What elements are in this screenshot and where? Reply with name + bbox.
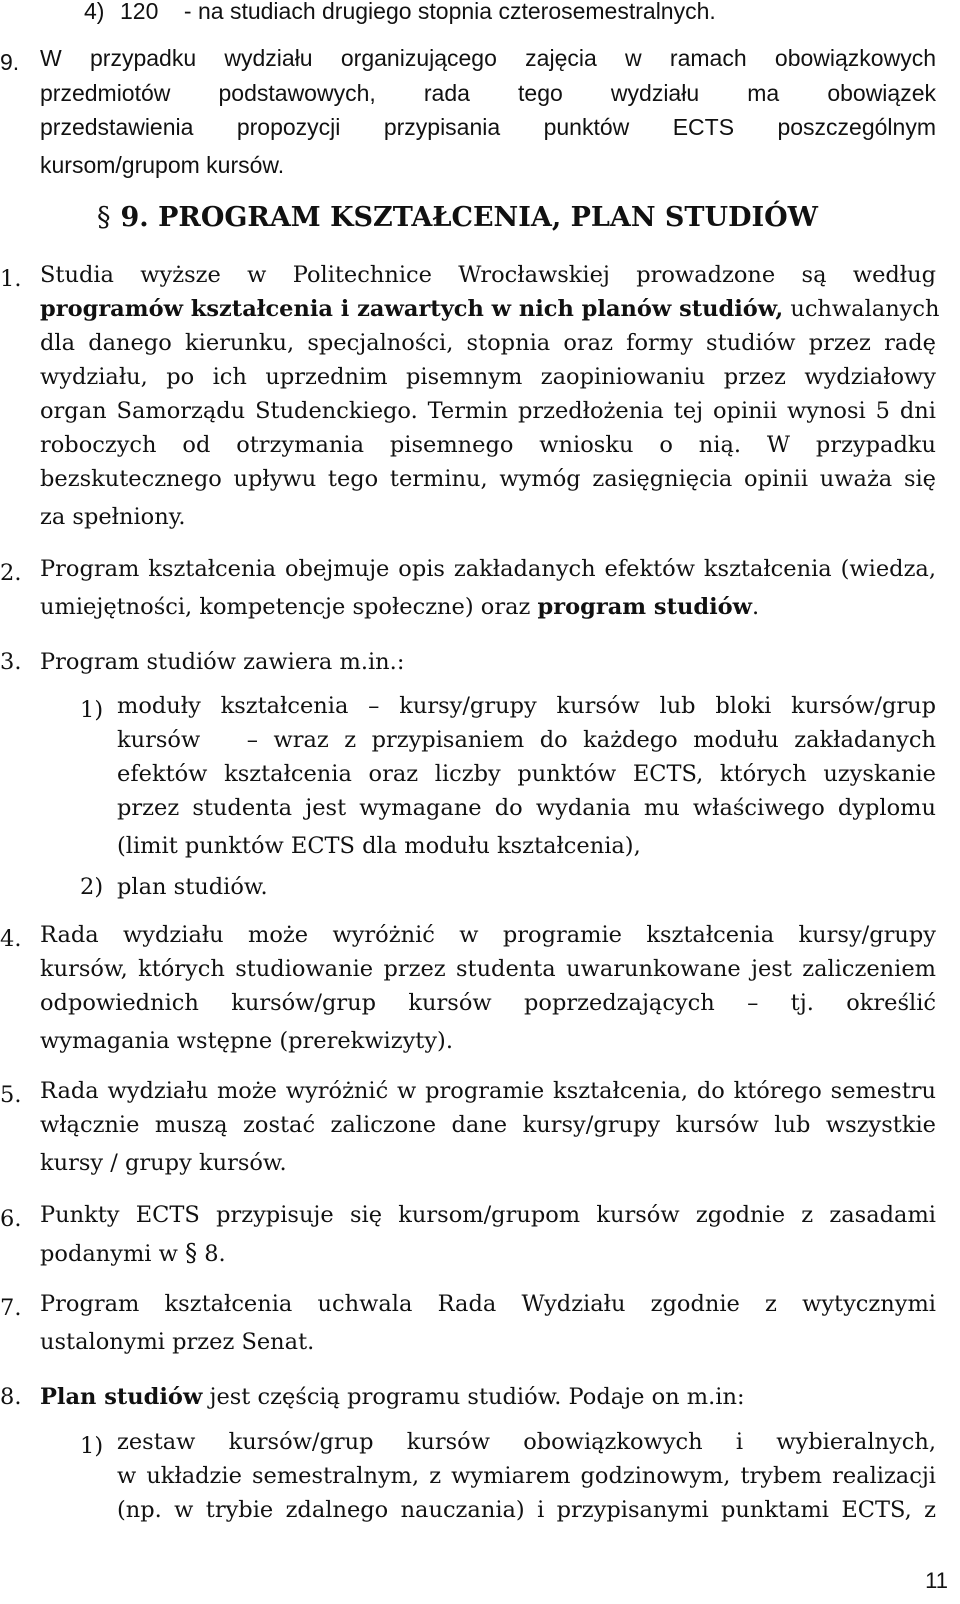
sublist-line: przez studenta jest wymagane do wydania mu właściwego dyplomu [117,795,936,821]
point-number: 1. [0,266,22,292]
paragraph-line: kursom/grupom kursów. [40,152,285,178]
sublist-line: (np. w trybie zdalnego nauczania) i przypisanymi punktami ECTS, z [117,1497,936,1523]
section-heading [97,202,818,233]
sublist-line: w układzie semestralnym, z wymiarem godzinowym, trybem realizacji [117,1463,936,1489]
point-number: 5. [0,1082,22,1108]
sublist-line: moduły kształcenia – kursy/grupy kursów lub bloki kursów/grup [117,693,936,719]
paragraph-line: W przypadku wydziału organizującego zajęcia w ramach obowiązkowych [40,45,936,71]
point-line: dla danego kierunku, specjalności, stopnia oraz formy studiów przez radę [40,330,936,356]
paragraph-number: 9. [0,49,20,75]
paragraph-line: przedmiotów podstawowych, rada tego wydziału ma obowiązek [40,80,936,106]
point-number: 8. [0,1384,22,1410]
point-line: odpowiednich kursów/grup kursów poprzedzających – tj. określić [40,990,936,1016]
sublist-number: 1) [80,697,104,723]
point-line: organ Samorządu Studenckiego. Termin przedłożenia tej opinii wynosi 5 dni [40,398,936,424]
point-line: programów kształcenia i zawartych w nich planów studiów, uchwalanych [40,296,940,322]
point-line: Program kształcenia uchwala Rada Wydziału zgodnie z wytycznymi [40,1291,936,1317]
sublist-line: plan studiów. [117,874,268,900]
point-line: podanymi w § 8. [40,1239,226,1267]
section-title: 9. PROGRAM KSZTAŁCENIA, PLAN STUDIÓW [120,202,818,233]
point-line: Studia wyższe w Politechnice Wrocławskiej prowadzone są według [40,262,936,288]
page-number: 11 [925,1568,948,1593]
point-line: wymagania wstępne (prerekwizyty). [40,1028,453,1054]
sublist-line: kursów – wraz z przypisaniem do każdego modułu zakładanych [117,727,936,753]
sublist-line: efektów kształcenia oraz liczby punktów ECTS, których uzyskanie [117,761,936,787]
point-line: wydziału, po ich uprzednim pisemnym zaopiniowaniu przez wydziałowy [40,364,936,390]
point-line: Rada wydziału może wyróżnić w programie kształcenia, do którego semestru [40,1078,936,1104]
point-line: Plan studiów jest częścią programu studiów. Podaje on m.in: [40,1384,745,1410]
point-line: włącznie muszą zostać zaliczone dane kursy/grupy kursów lub wszystkie [40,1112,936,1138]
sublist-number: 1) [80,1433,104,1459]
point-number: 4. [0,926,22,952]
point-line: Rada wydziału może wyróżnić w programie kształcenia kursy/grupy [40,922,936,948]
point-line: Program studiów zawiera m.in.: [40,649,405,675]
section-symbol: § [185,1239,198,1267]
paragraph-line: przedstawienia propozycji przypisania punktów ECTS poszczególnym [40,114,936,140]
point-number: 3. [0,649,22,675]
section-symbol: § [97,202,111,233]
point-line: Punkty ECTS przypisuje się kursom/grupom kursów zgodnie z zasadami [40,1202,936,1228]
point-line: kursy / grupy kursów. [40,1150,287,1176]
point-line: za spełniony. [40,504,186,530]
point-line: bezskutecznego upływu tego terminu, wymóg zasięgnięcia opinii uważa się [40,466,936,492]
list-item-text: 120 - na studiach drugiego stopnia czterosemestralnych. [120,0,716,24]
list-number: 4) [84,0,105,24]
point-line: Program kształcenia obejmuje opis zakładanych efektów kształcenia (wiedza, [40,556,936,582]
point-number: 6. [0,1206,22,1232]
sublist-line: zestaw kursów/grup kursów obowiązkowych i wybieralnych, [117,1429,936,1455]
point-line: kursów, których studiowanie przez studenta uwarunkowane jest zaliczeniem [40,956,936,982]
point-line: roboczych od otrzymania pisemnego wniosku o nią. W przypadku [40,432,936,458]
sublist-number: 2) [80,874,104,900]
point-line: ustalonymi przez Senat. [40,1329,315,1355]
point-number: 7. [0,1295,22,1321]
sublist-line: (limit punktów ECTS dla modułu kształcenia), [117,833,641,859]
point-line: umiejętności, kompetencje społeczne) oraz program studiów. [40,594,760,620]
point-number: 2. [0,560,22,586]
